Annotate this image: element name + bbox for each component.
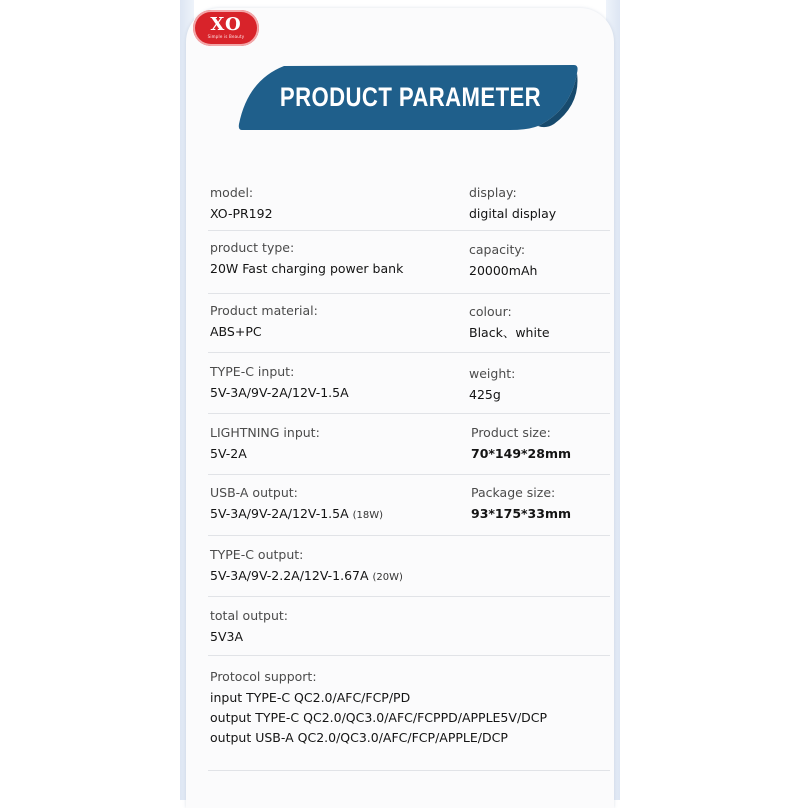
spec-product-size (471, 424, 571, 464)
spec-weight (469, 365, 515, 405)
spec-row-9 (208, 656, 610, 771)
spec-label: weight: (469, 366, 516, 381)
spec-value: 5V3A (210, 629, 244, 644)
spec-value-group (210, 566, 403, 588)
spec-table (208, 176, 610, 771)
spec-value: ABS+PC (210, 324, 262, 339)
spec-value: XO-PR192 (210, 206, 273, 221)
banner-title: PRODUCT PARAMETER (279, 81, 542, 112)
protocol-list (210, 688, 547, 748)
spec-label: colour: (469, 304, 512, 319)
spec-label: TYPE-C input: (210, 364, 295, 379)
spec-product-type (210, 239, 403, 279)
spec-value: 5V-3A/9V-2.2A/12V-1.67A (210, 568, 369, 583)
spec-value: 5V-3A/9V-2A/12V-1.5A (210, 385, 349, 400)
spec-typec-input (210, 363, 349, 403)
spec-value: 5V-2A (210, 446, 247, 461)
spec-total-output (210, 607, 288, 647)
spec-row-8 (208, 597, 610, 656)
spec-row-7 (208, 536, 610, 597)
protocol-line: output TYPE-C QC2.0/QC3.0/AFC/FCPPD/APPLE5V/DCP (210, 710, 548, 725)
spec-label: Product material: (210, 303, 318, 318)
spec-label: product type: (210, 240, 295, 255)
spec-value: digital display (469, 206, 557, 221)
spec-row-2 (208, 231, 610, 294)
spec-usba-output (210, 484, 383, 526)
spec-value: 20W Fast charging power bank (210, 261, 404, 276)
protocol-line: output USB-A QC2.0/QC3.0/AFC/FCP/APPLE/DCP (210, 730, 508, 745)
logo-tagline: Simple is Beauty (207, 34, 245, 39)
spec-value: Black、white (469, 325, 550, 340)
spec-value: 5V-3A/9V-2A/12V-1.5A (210, 506, 349, 521)
spec-value-group (210, 504, 383, 526)
logo-mark: XO (210, 14, 242, 35)
spec-value: 70*149*28mm (471, 446, 572, 461)
spec-display (469, 184, 556, 224)
spec-row-6 (208, 475, 610, 536)
protocol-line: input TYPE-C QC2.0/AFC/FCP/PD (210, 690, 411, 705)
spec-row-3 (208, 294, 610, 353)
spec-label: LIGHTNING input: (210, 425, 320, 440)
spec-capacity (469, 241, 537, 281)
spec-value: 20000mAh (469, 263, 538, 278)
xo-logo (193, 10, 259, 46)
spec-label: total output: (210, 608, 288, 623)
spec-note: (18W) (352, 510, 384, 521)
spec-label: Protocol support: (210, 669, 317, 684)
spec-material (210, 302, 318, 342)
product-parameter-banner (238, 64, 574, 130)
spec-row-4 (208, 353, 610, 414)
spec-label: capacity: (469, 242, 526, 257)
spec-label: Package size: (471, 485, 556, 500)
spec-colour (469, 303, 550, 343)
spec-value: 93*175*33mm (471, 506, 572, 521)
spec-label: display: (469, 185, 517, 200)
spec-lightning-input (210, 424, 320, 464)
spec-row-5 (208, 414, 610, 475)
spec-label: model: (210, 185, 254, 200)
spec-typec-output (210, 546, 403, 588)
spec-label: USB-A output: (210, 485, 298, 500)
spec-note: (20W) (372, 572, 403, 583)
spec-model (210, 184, 273, 224)
spec-label: TYPE-C output: (210, 547, 304, 562)
spec-value: 425g (469, 387, 501, 402)
spec-row-1 (208, 176, 610, 231)
spec-protocol (210, 668, 547, 748)
spec-package-size (471, 484, 571, 524)
spec-label: Product size: (471, 425, 551, 440)
